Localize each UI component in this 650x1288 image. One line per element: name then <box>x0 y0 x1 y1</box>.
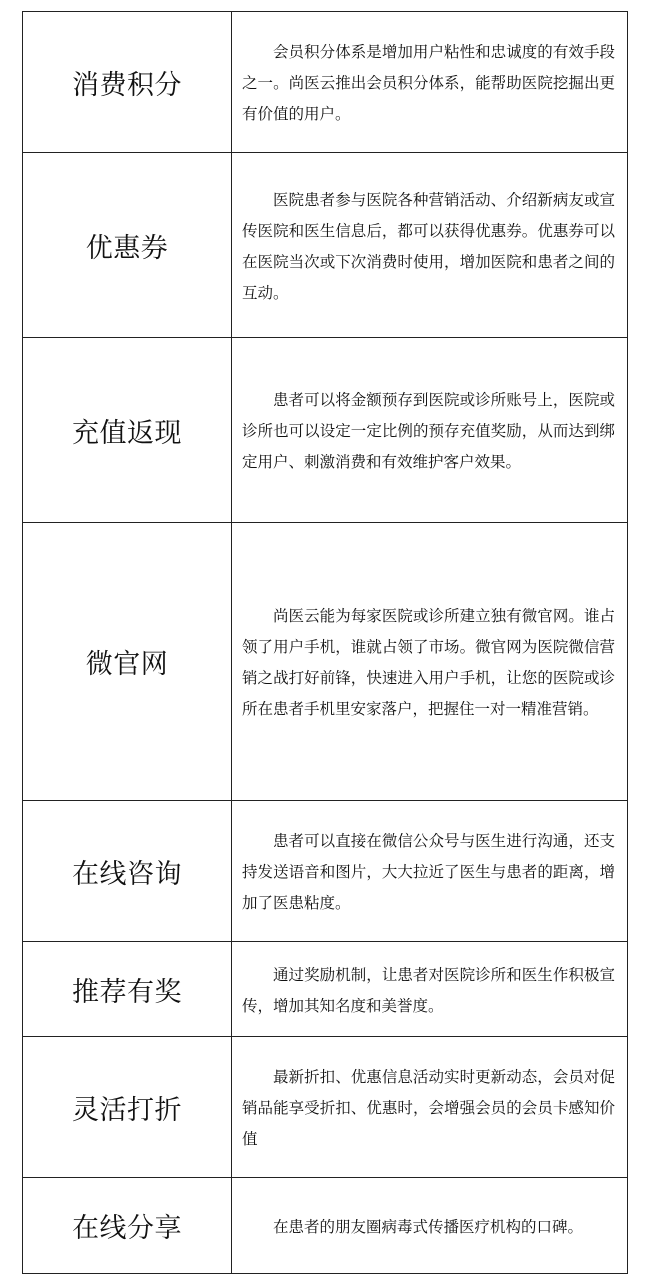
feature-name: 在线分享 <box>23 1178 232 1274</box>
table-row <box>23 942 628 1037</box>
feature-description: 在患者的朋友圈病毒式传播医疗机构的口碑。 <box>232 1178 628 1274</box>
feature-name: 推荐有奖 <box>23 942 232 1037</box>
feature-description: 尚医云能为每家医院或诊所建立独有微官网。谁占领了用户手机，谁就占领了市场。微官网为医院微信营销之战打好前锋，快速进入用户手机，让您的医院或诊所在患者手机里安家落户，把握住一对一精准营销。 <box>232 523 628 801</box>
feature-description: 会员积分体系是增加用户粘性和忠诚度的有效手段之一。尚医云推出会员积分体系，能帮助医院挖掘出更有价值的用户。 <box>232 12 628 153</box>
feature-table <box>22 11 628 1274</box>
feature-description: 通过奖励机制，让患者对医院诊所和医生作积极宣传，增加其知名度和美誉度。 <box>232 942 628 1037</box>
table-row <box>23 12 628 153</box>
feature-description: 最新折扣、优惠信息活动实时更新动态，会员对促销品能享受折扣、优惠时，会增强会员的会员卡感知价值 <box>232 1037 628 1178</box>
feature-name: 优惠券 <box>23 153 232 338</box>
feature-table-body <box>23 12 628 1274</box>
table-row <box>23 153 628 338</box>
feature-description: 医院患者参与医院各种营销活动、介绍新病友或宣传医院和医生信息后，都可以获得优惠券。优惠券可以在医院当次或下次消费时使用，增加医院和患者之间的互动。 <box>232 153 628 338</box>
feature-description: 患者可以将金额预存到医院或诊所账号上，医院或诊所也可以设定一定比例的预存充值奖励，从而达到绑定用户、刺激消费和有效维护客户效果。 <box>232 338 628 523</box>
feature-name: 微官网 <box>23 523 232 801</box>
table-row <box>23 338 628 523</box>
feature-description: 患者可以直接在微信公众号与医生进行沟通，还支持发送语音和图片，大大拉近了医生与患者的距离，增加了医患粘度。 <box>232 801 628 942</box>
table-row <box>23 801 628 942</box>
feature-name: 灵活打折 <box>23 1037 232 1178</box>
table-row <box>23 1178 628 1274</box>
feature-name: 在线咨询 <box>23 801 232 942</box>
feature-name: 充值返现 <box>23 338 232 523</box>
table-row <box>23 523 628 801</box>
feature-name: 消费积分 <box>23 12 232 153</box>
table-row <box>23 1037 628 1178</box>
